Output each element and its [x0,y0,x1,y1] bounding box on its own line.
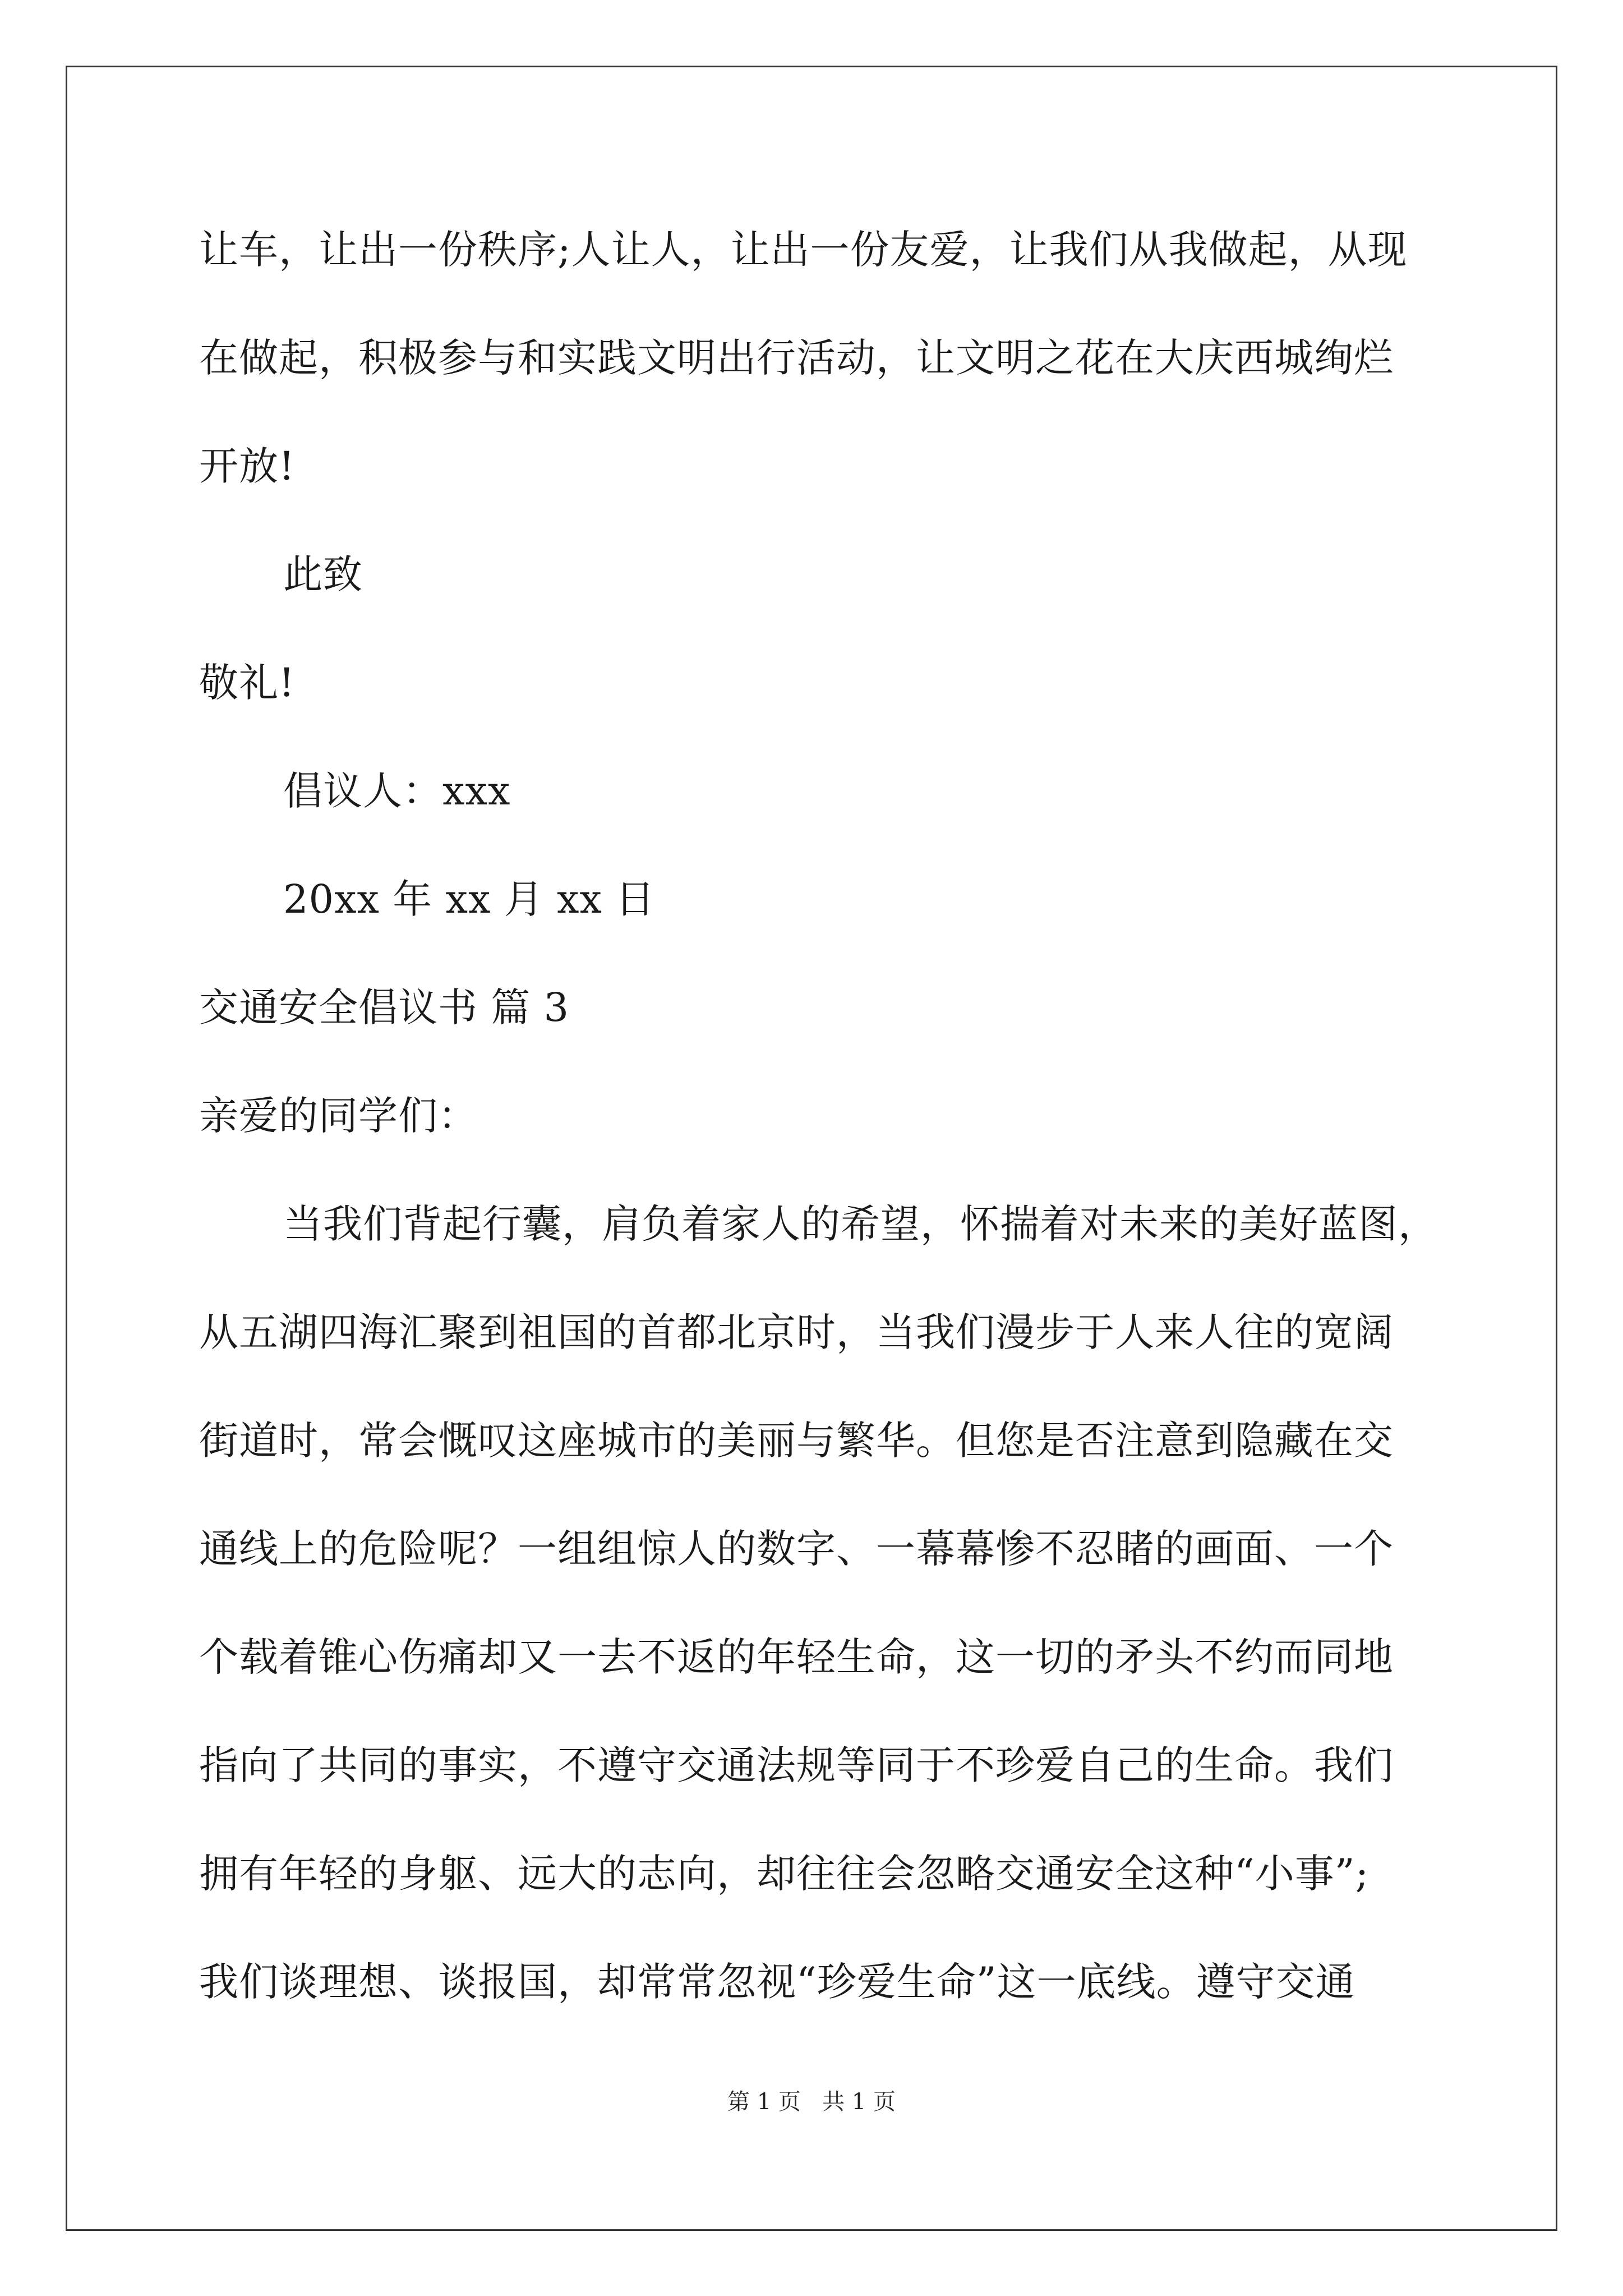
greeting: 亲爱的同学们： [199,1093,478,1139]
proposer-signature: 倡议人：xxx [283,768,511,814]
text-line: 我们谈理想、谈报国，却常常忽视“珍爱生命”这一底线。遵守交通 [199,1959,1355,2005]
document-body [199,222,1455,2062]
date-line: 20xx 年 xx 月 xx 日 [283,876,656,922]
page-footer: 第 1 页 共 1 页 [727,2089,896,2115]
text-line: 在做起，积极参与和实践文明出行活动，让文明之花在大庆西城绚烂 [199,335,1394,381]
text-line: 个载着锥心伤痛却又一去不返的年轻生命，这一切的矛头不约而同地 [199,1634,1394,1680]
text-line: 当我们背起行囊，肩负着家人的希望，怀揣着对未来的美好蓝图， [283,1201,1438,1247]
closing-salutation: 此致 [283,551,363,597]
closing-respect: 敬礼! [199,660,296,706]
section-title: 交通安全倡议书 篇 3 [199,984,570,1030]
text-line: 让车，让出一份秩序;人让人，让出一份友爱，让我们从我做起，从现 [199,227,1408,273]
text-line: 拥有年轻的身躯、远大的志向，却往往会忽略交通安全这种“小事”; [199,1851,1370,1897]
text-line: 街道时，常会慨叹这座城市的美丽与繁华。但您是否注意到隐藏在交 [199,1418,1394,1464]
text-line: 指向了共同的事实，不遵守交通法规等同于不珍爱自己的生命。我们 [199,1742,1394,1788]
text-line: 开放! [199,443,296,489]
text-line: 通线上的危险呢？一组组惊人的数字、一幕幕惨不忍睹的画面、一个 [199,1526,1394,1572]
text-line: 从五湖四海汇聚到祖国的首都北京时，当我们漫步于人来人往的宽阔 [199,1309,1394,1355]
